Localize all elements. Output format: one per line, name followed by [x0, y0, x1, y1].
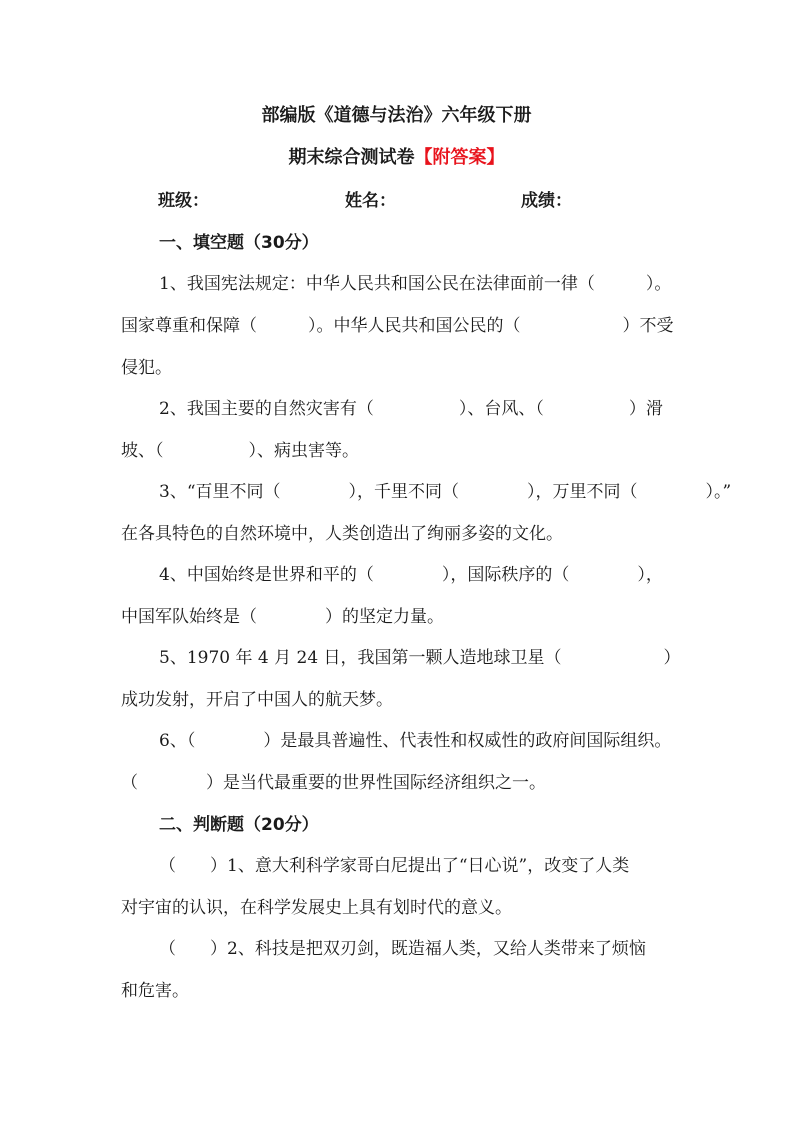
q5-line1: 5、1970 年 4 月 24 日，我国第一颗人造地球卫星（ ） [159, 648, 681, 668]
section-true-false-heading: 二、判断题（20分） [159, 815, 319, 835]
document-title: 部编版《道德与法治》六年级下册 [261, 105, 532, 126]
q1-line3: 侵犯。 [121, 358, 172, 378]
q3-line1: 3、“百里不同（ ），千里不同（ ），万里不同（ ）。” [159, 482, 732, 502]
class-label: 班级： [158, 191, 209, 211]
q2-line2: 坡、（ ）、病虫害等。 [121, 441, 359, 461]
document-subtitle [0, 146, 793, 170]
tf-q2-line1: （ ）2、科技是把双刃剑，既造福人类，又给人类带来了烦恼 [159, 939, 646, 959]
q1-line2: 国家尊重和保障（ ）。中华人民共和国公民的（ ）不受 [121, 316, 674, 336]
q4-line1: 4、中国始终是世界和平的（ ），国际秩序的（ ）， [159, 565, 663, 585]
score-label: 成绩： [521, 191, 572, 211]
tf-q2-line2: 和危害。 [121, 981, 189, 1001]
q6-line1: 6、（ ）是最具普遍性、代表性和权威性的政府间国际组织。 [159, 731, 672, 751]
q6-line2: （ ）是当代最重要的世界性国际经济组织之一。 [121, 773, 546, 793]
q5-line2: 成功发射，开启了中国人的航天梦。 [121, 690, 393, 710]
tf-q1-line1: （ ）1、意大利科学家哥白尼提出了“日心说”，改变了人类 [159, 856, 630, 876]
subtitle-main: 期末综合测试卷 [288, 147, 415, 168]
name-label: 姓名： [345, 191, 396, 211]
q1-line1: 1、我国宪法规定：中华人民共和国公民在法律面前一律（ ）。 [159, 274, 672, 294]
tf-q1-line2: 对宇宙的认识，在科学发展史上具有划时代的意义。 [121, 898, 512, 918]
q2-line1: 2、我国主要的自然灾害有（ ）、台风、（ ）滑 [159, 399, 663, 419]
section-fill-in-heading: 一、填空题（30分） [159, 233, 319, 253]
answer-included-badge: 【附答案】 [414, 147, 505, 168]
q3-line2: 在各具特色的自然环境中，人类创造出了绚丽多姿的文化。 [121, 524, 563, 544]
q4-line2: 中国军队始终是（ ）的坚定力量。 [121, 607, 444, 627]
